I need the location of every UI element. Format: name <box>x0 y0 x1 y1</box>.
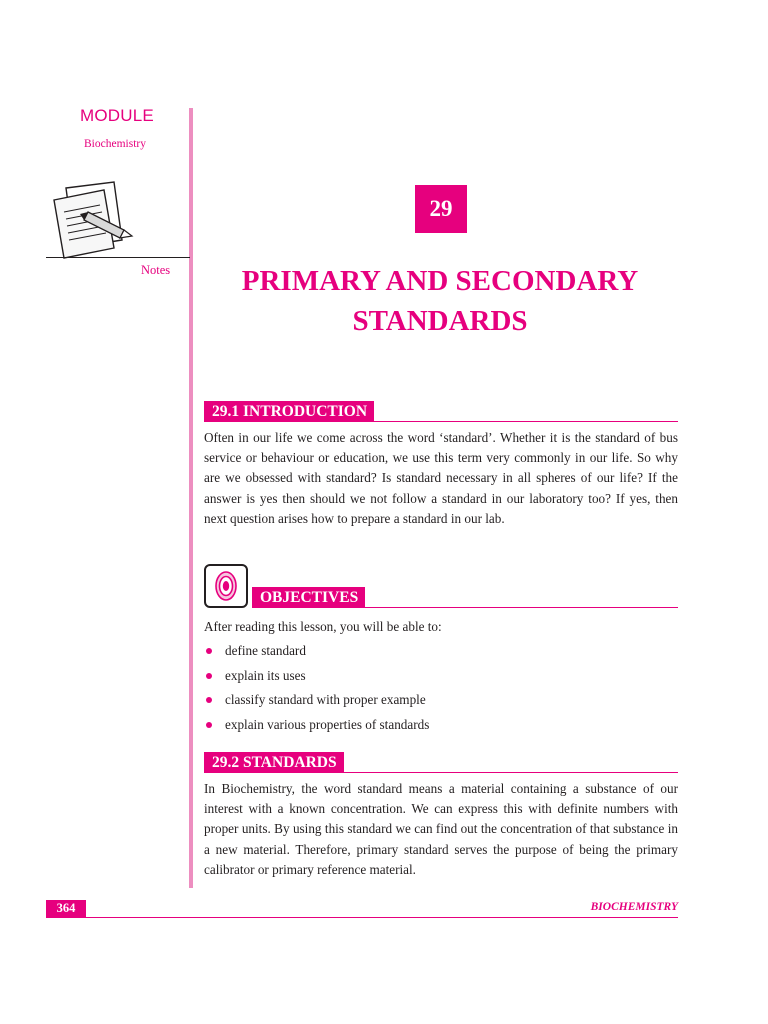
objectives-heading <box>252 587 678 608</box>
list-item: define standard <box>204 641 429 666</box>
objectives-heading-label: OBJECTIVES <box>252 587 365 608</box>
objectives-heading-rule <box>365 607 678 608</box>
section-heading-rule <box>344 772 678 773</box>
section-heading-intro <box>204 401 678 422</box>
bullet-icon <box>206 722 212 728</box>
section-heading-rule <box>374 421 678 422</box>
section-heading-label: 29.1 INTRODUCTION <box>204 401 374 422</box>
notepad-pencil-icon <box>44 178 144 264</box>
notes-rule <box>46 257 190 258</box>
bullet-icon <box>206 697 212 703</box>
list-item: classify standard with proper example <box>204 690 429 715</box>
intro-paragraph: Often in our life we come across the word ‘standard’. Whether it is the standard of bus service or behaviour or education, we use this term very commonly in our life. So why are we obsessed with standard? Is standard necessary in all spheres of our life? If the answer is yes then should we not follow a standard in our laboratory too? If yes, then next question arises how to prepare a standard in our lab. <box>204 430 678 526</box>
bullet-icon <box>206 673 212 679</box>
bullet-icon <box>206 648 212 654</box>
module-label: MODULE <box>80 106 154 125</box>
list-item: explain various properties of standards <box>204 715 429 740</box>
chapter-title: PRIMARY AND SECONDARY STANDARDS <box>241 265 639 337</box>
footer-book-title: BIOCHEMISTRY <box>590 901 678 913</box>
section-heading-label: 29.2 STANDARDS <box>204 752 344 773</box>
objectives-list <box>204 641 429 739</box>
footer-rule <box>46 917 678 918</box>
chapter-number: 29 <box>415 185 467 233</box>
standards-paragraph: In Biochemistry, the word standard means a material containing a substance of our interest with a known concentration. We can express this with definite numbers with proper units. By using this standard we can find out the concentration of that substance in a new material. Therefore, primary standard serves the purpose of being the primary calibrator or primary reference material. <box>204 781 678 877</box>
module-subject: Biochemistry <box>84 138 146 150</box>
list-item: explain its uses <box>204 666 429 691</box>
notes-label: Notes <box>141 263 171 277</box>
page-number: 364 <box>46 900 86 917</box>
objectives-lead: After reading this lesson, you will be able to: <box>204 619 442 634</box>
section-heading-standards <box>204 752 678 773</box>
margin-divider-line <box>189 108 193 888</box>
target-icon <box>204 564 248 608</box>
